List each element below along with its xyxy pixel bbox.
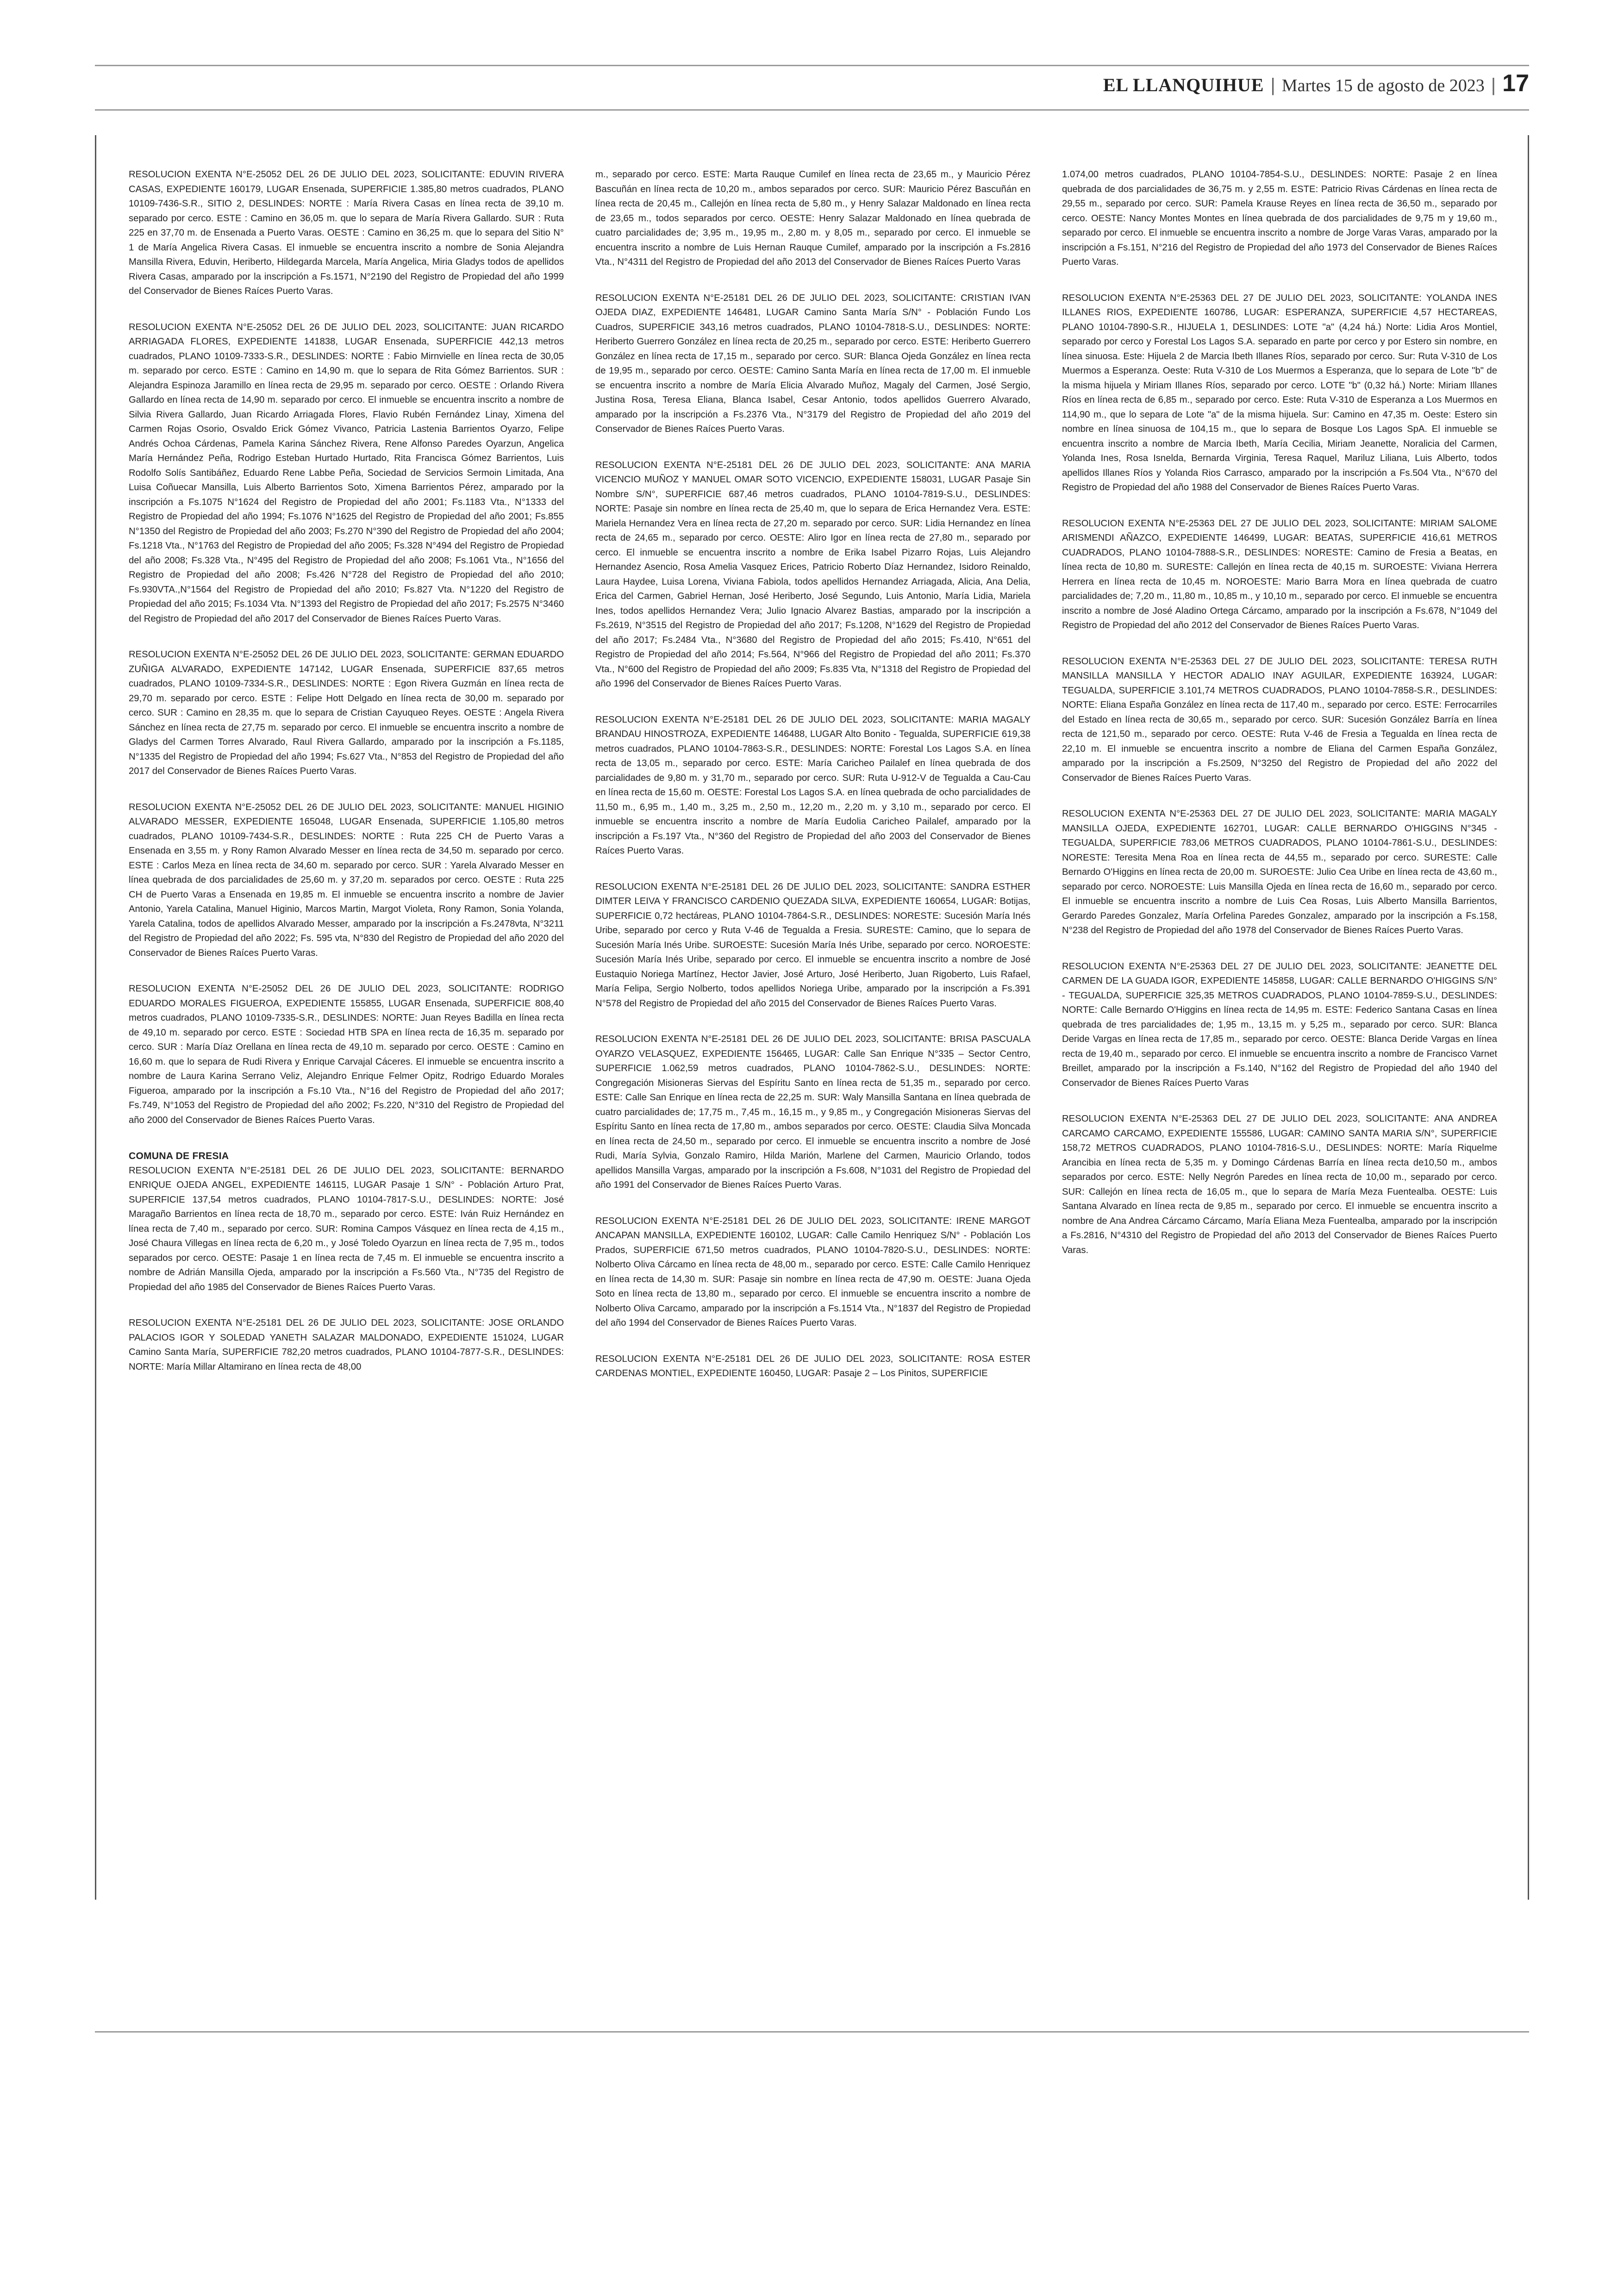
notice-column-1 [129, 168, 564, 1895]
notice-column-3 [1062, 168, 1497, 1895]
legal-notice: RESOLUCION EXENTA N°E-25363 DEL 27 DE JULIO DEL 2023, SOLICITANTE: JEANETTE DEL CARMEN DE LA GUADA IGOR, EXPEDIENTE 145858, LUGAR: CALLE BERNARDO O'HIGGINS S/N° - TEGUALDA, SUPERFICIE 325,35 METROS CUADRADOS, PLANO 10104-7859-S.U., DESLINDES: NORTE: Calle Bernardo O'Higgins en línea recta de 14,95 m. ESTE: Federico Santana Casas en línea quebrada de tres parcialidades de; 1,95 m., 13,15 m. y 5,25 m., separado por cerco. SUR: Blanca Deride Vargas en línea recta de 17,85 m., separado por cerco. OESTE: Blanca Deride Vargas en línea recta de 19,40 m., separado por cerco. El inmueble se encuentra inscrito a nombre de Francisco Varnet Breillet, amparado por la inscripción a Fs.140, N°162 del Registro de Propiedad del año 1940 del Conservador de Bienes Raíces Puerto Varas [1062, 961, 1497, 1088]
header-rule-bottom [95, 109, 1529, 111]
legal-notice: RESOLUCION EXENTA N°E-25181 DEL 26 DE JULIO DEL 2023, SOLICITANTE: MARIA MAGALY BRANDAU HINOSTROZA, EXPEDIENTE 146488, LUGAR Alto Bonito - Tegualda, SUPERFICIE 619,38 metros cuadrados, PLANO 10104-7863-S.R., DESLINDES: NORTE: Forestal Los Lagos S.A. en línea recta de 13,05 m., separado por cerco. ESTE: María Caricheo Pailalef en línea quebrada de dos parcialidades de 9,80 m. y 31,70 m., separado por cerco. SUR: Ruta U-912-V de Tegualda a Cau-Cau en línea recta de 15,60 m. OESTE: Forestal Los Lagos S.A. en línea quebrada de ocho parcialidades de 11,50 m., 6,95 m., 1,40 m., 3,25 m., 2,50 m., 12,20 m., 2,20 m. y 3,10 m., separado por cerco. El inmueble se encuentra inscrito a nombre de María Eudolia Caricheo Pailalef, amparado por la inscripción a Fs.197 Vta., N°360 del Registro de Propiedad del año 2003 del Conservador de Bienes Raíces Puerto Varas. [595, 714, 1031, 856]
legal-notice: RESOLUCION EXENTA N°E-25052 DEL 26 DE JULIO DEL 2023, SOLICITANTE: MANUEL HIGINIO ALVARADO MESSER, EXPEDIENTE 165048, LUGAR Ensenada, SUPERFICIE 1.105,80 metros cuadrados, PLANO 10109-7434-S.R., DESLINDES: NORTE : Ruta 225 CH de Puerto Varas a Ensenada en 3,55 m. y Rony Ramon Alvarado Messer en línea recta de 34,50 m. separado por cerco. ESTE : Carlos Meza en línea recta de 34,60 m. separado por cerco. SUR : Yarela Alvarado Messer en línea quebrada de dos parcialidades de 25,60 m. y 37,20 m. separados por cerco. OESTE : Ruta 225 CH de Puerto Varas a Ensenada en 19,85 m. El inmueble se encuentra inscrito a nombre de Javier Antonio, Yarela Catalina, Manuel Higinio, Marcos Martin, Margot Violeta, Rony Ramon, Sonia Yolanda, Yarela Catalina, todos de apellidos Alvarado Messer, amparado por la inscripción a Fs.2478vta, N°3211 del Registro de Propiedad del año 2022; Fs. 595 vta, N°830 del Registro de Propiedad del año 2020 del Conservador de Bienes Raíces Puerto Varas. [129, 802, 564, 958]
legal-notice: RESOLUCION EXENTA N°E-25181 DEL 26 DE JULIO DEL 2023, SOLICITANTE: BRISA PASCUALA OYARZO VELASQUEZ, EXPEDIENTE 156465, LUGAR: Calle San Enrique N°335 – Sector Centro, SUPERFICIE 1.062,59 metros cuadrados, PLANO 10104-7862-S.U., DESLINDES: NORTE: Congregación Misioneras Siervas del Espíritu Santo en línea recta de 51,35 m., separado por cerco. ESTE: Calle San Enrique en línea recta de 22,25 m. SUR: Waly Mansilla Santana en línea quebrada de cuatro parcialidades de; 17,75 m., 7,45 m., 16,15 m., y 9,85 m., y Congregación Misioneras Siervas del Espíritu Santo en línea recta de 17,80 m., ambos separados por cerco. OESTE: Claudia Silva Moncada en línea recta de 24,50 m., separado por cerco. El inmueble se encuentra inscrito a nombre de José Rudi, María Sylvia, Gonzalo Ramiro, Hilda Marión, Marlene del Carmen, Mauricio Orlando, todos apellidos Mansilla Vargas, amparado por la inscripción a Fs.608, N°1031 del Registro de Propiedad del año 1991 del Conservador de Bienes Raíces Puerto Varas. [595, 1034, 1031, 1190]
legal-notice: m., separado por cerco. ESTE: Marta Rauque Cumilef en línea recta de 23,65 m., y Mauricio Pérez Bascuñán en línea recta de 10,20 m., ambos separados por cerco. SUR: Mauricio Pérez Bascuñán en línea recta de 20,45 m., Callejón en línea recta de 5,80 m., y Henry Salazar Maldonado en línea recta de 23,65 m., todos separados por cerco. OESTE: Henry Salazar Maldonado en línea quebrada de cuatro parcialidades de; 3,95 m., 19,95 m., 2,80 m. y 8,05 m., separado por cerco. El inmueble se encuentra inscrito a nombre de Luis Hernan Rauque Cumilef, amparado por la inscripción a Fs.2816 Vta., N°4311 del Registro de Propiedad del año 2013 del Conservador de Bienes Raíces Puerto Varas [595, 169, 1031, 267]
masthead-separator: | [1270, 75, 1275, 95]
legal-notice: RESOLUCION EXENTA N°E-25181 DEL 26 DE JULIO DEL 2023, SOLICITANTE: IRENE MARGOT ANCAPAN MANSILLA, EXPEDIENTE 160102, LUGAR: Calle Camilo Henriquez S/N° - Población Los Prados, SUPERFICIE 671,50 metros cuadrados, PLANO 10104-7820-S.U., DESLINDES: NORTE: Nolberto Oliva Cárcamo en línea recta de 48,00 m., separado por cerco. ESTE: Calle Camilo Henriquez en línea recta de 14,30 m. SUR: Pasaje sin nombre en línea recta de 47,90 m. OESTE: Juana Ojeda Soto en línea recta de 13,80 m., separado por cerco. El inmueble se encuentra inscrito a nombre de Nolberto Oliva Carcamo, amparado por la inscripción a Fs.1514 Vta., N°1837 del Registro de Propiedad del año 1994 del Conservador de Bienes Raíces Puerto Varas. [595, 1216, 1031, 1328]
legal-notice: RESOLUCION EXENTA N°E-25181 DEL 26 DE JULIO DEL 2023, SOLICITANTE: ROSA ESTER CARDENAS MONTIEL, EXPEDIENTE 160450, LUGAR: Pasaje 2 – Los Pinitos, SUPERFICIE [595, 1353, 1031, 1378]
notice-column-2 [595, 168, 1031, 1895]
legal-notice: RESOLUCION EXENTA N°E-25181 DEL 26 DE JULIO DEL 2023, SOLICITANTE: SANDRA ESTHER DIMTER LEIVA Y FRANCISCO CARDENIO QUEZADA SILVA, EXPEDIENTE 160654, LUGAR: Botijas, SUPERFICIE 0,72 hectáreas, PLANO 10104-7864-S.R., DESLINDES: NORESTE: Sucesión María Inés Uribe, separado por cerco y Ruta V-46 de Tegualda a Fresia. SURESTE: Camino, que lo separa de Sucesión María Inés Uribe. SUROESTE: Sucesión María Inés Uribe, separado por cerco. NOROESTE: Sucesión María Inés Uribe, separado por cerco. El inmueble se encuentra inscrito a nombre de José Eustaquio Noriega Martínez, Hector Javier, José Arturo, José Heriberto, Juan Rigoberto, Luis Rafael, María Felipa, Sergio Nolberto, todos apellidos Noriega Uribe, amparado por la inscripción a Fs.391 N°578 del Registro de Propiedad del año 2015 del Conservador de Bienes Raíces Puerto Varas. [595, 881, 1031, 1009]
legal-notices-panel [95, 135, 1529, 1900]
masthead-separator-2: | [1491, 75, 1496, 95]
newspaper-name: EL LLANQUIHUE [1103, 75, 1264, 95]
masthead [1103, 69, 1529, 97]
legal-notice: 1.074,00 metros cuadrados, PLANO 10104-7854-S.U., DESLINDES: NORTE: Pasaje 2 en línea quebrada de dos parcialidades de 36,75 m. y 2,55 m. ESTE: Patricio Rivas Cárdenas en línea recta de 29,55 m., separado por cerco. SUR: Pamela Krause Reyes en línea recta de 36,50 m., separado por cerco. OESTE: Nancy Montes Montes en línea quebrada de dos parcialidades de 9,75 m y 19,60 m., separado por cerco. El inmueble se encuentra inscrito a nombre de Jorge Varas Varas, amparado por la inscripción a Fs.151, N°216 del Registro de Propiedad del año 1973 del Conservador de Bienes Raíces Puerto Varas. [1062, 169, 1497, 267]
legal-notice: RESOLUCION EXENTA N°E-25181 DEL 26 DE JULIO DEL 2023, SOLICITANTE: CRISTIAN IVAN OJEDA DIAZ, EXPEDIENTE 146481, LUGAR Camino Santa María S/N° - Población Fundo Los Cuadros, SUPERFICIE 343,16 metros cuadrados, PLANO 10104-7818-S.U., DESLINDES: NORTE: Heriberto Guerrero González en línea recta de 20,25 m., separado por cerco. ESTE: Heriberto Guerrero González en línea recta de 17,15 m., separado por cerco. SUR: Blanca Ojeda González en línea recta de 19,95 m., separado por cerco. OESTE: Camino Santa María en línea recta de 17,00 m. El inmueble se encuentra inscrito a nombre de María Elicia Alvarado Muñoz, Magaly del Carmen, José Sergio, Justina Rosa, Teresa Eliana, Blanca Isabel, Cesar Antonio, todos apellidos Guerrero Alvarado, amparado por la inscripción a Fs.2376 Vta., N°3179 del Registro de Propiedad del año 2019 del Conservador de Bienes Raíces Puerto Varas. [595, 293, 1031, 434]
legal-notice: RESOLUCION EXENTA N°E-25181 DEL 26 DE JULIO DEL 2023, SOLICITANTE: ANA MARIA VICENCIO MUÑOZ Y MANUEL OMAR SOTO VICENCIO, EXPEDIENTE 158031, LUGAR Pasaje Sin Nombre S/N°, SUPERFICIE 687,46 metros cuadrados, PLANO 10104-7819-S.U., DESLINDES: NORTE: Pasaje sin nombre en línea recta de 25,40 m, que lo separa de Erica Hernandez Vera. ESTE: Mariela Hernandez Vera en línea recta de 27,20 m. separado por cerco. SUR: Lidia Hernandez en línea recta de 24,65 m., separado por cerco. OESTE: Aliro Igor en línea recta de 27,80 m., separado por cerco. El inmueble se encuentra inscrito a nombre de Erika Isabel Pizarro Rojas, Luis Alejandro Hernandez Asencio, Rosa Amelia Vasquez Erices, Patricio Roberto Díaz Hernandez, Isidoro Reinaldo, Laura Haydee, Luisa Lorena, Viviana Fabiola, todos apellidos Hernandez Arriagada, Alicia, Ana Delia, Erica del Carmen, Gabriel Hernan, José Heriberto, José Segundo, Luis Antonio, María Lidia, Mariela Ines, todos apellidos Hernandez Vera; Julio Ignacio Alvarez Bastias, amparado por la inscripción a Fs.2619, N°3515 del Registro de Propiedad del año 2017; Fs.1208, N°1629 del Registro de Propiedad del año 2017; Fs.2484 Vta., N°3680 del Registro de Propiedad del año 2015; Fs.410, N°651 del Registro de Propiedad del año 2014; Fs.564, N°966 del Registro de Propiedad del año 2011; Fs.370 Vta., N°600 del Registro de Propiedad del año 2009; Fs.835 Vta, N°1318 del Registro de Propiedad del año 1996 del Conservador de Bienes Raíces Puerto Varas. [595, 460, 1031, 689]
page-number: 17 [1502, 70, 1529, 97]
legal-notice: RESOLUCION EXENTA N°E-25363 DEL 27 DE JULIO DEL 2023, SOLICITANTE: YOLANDA INES ILLANES RIOS, EXPEDIENTE 160786, LUGAR: ESPERANZA, SUPERFICIE 4,57 HECTAREAS, PLANO 10104-7890-S.R., HIJUELA 1, DESLINDES: LOTE "a" (4,24 há.) Norte: Lidia Aros Montiel, separado por cerco y Forestal Los Lagos S.A. separado en parte por cerco y por Estero sin nombre, en línea sinuosa. Este: Hijuela 2 de Marcia Ibeth Illanes Ríos, separado por cerco. Sur: Ruta V-310 de Los Muermos a Esperanza. Oeste: Ruta V-310 de Los Muermos a Esperanza, que lo separa de Lote "b" de la misma hijuela y Miriam Illanes Ríos, separado por cerco. LOTE "b" (0,32 há.) Norte: Miriam Illanes Ríos en línea recta de 6,85 m., separado por cerco. Este: Ruta V-310 de Esperanza a Los Muermos en 114,90 m., que lo separa de Lote "a" de la misma hijuela. Sur: Camino en 47,35 m. Oeste: Estero sin nombre en línea sinuosa de 104,15 m., que lo separa de Bosque Los Lagos SpA. El inmueble se encuentra inscrito a nombre de Marcia Ibeth, María Cecilia, Miriam Jeanette, Noralicia del Carmen, Yolanda Ines, Rosa Isnelda, Bernarda Virginia, Teresa Raquel, Mariluz Liliana, Luis Alberto, todos apellidos Illanes Ríos y Yolanda Rios Carrasco, amparado por la inscripción a Fs.504 Vta., N°670 del Registro de Propiedad del año 1988 del Conservador de Bienes Raíces Puerto Varas. [1062, 293, 1497, 493]
legal-notice: RESOLUCION EXENTA N°E-25052 DEL 26 DE JULIO DEL 2023, SOLICITANTE: EDUVIN RIVERA CASAS, EXPEDIENTE 160179, LUGAR Ensenada, SUPERFICIE 1.385,80 metros cuadrados, PLANO 10109-7436-S.R., SITIO 2, DESLINDES: NORTE : María Rivera Casas en línea recta de 39,10 m. separado por cerco. ESTE : Camino en 36,05 m. que lo separa de María Rivera Gallardo. SUR : Ruta 225 en 37,70 m. de Ensenada a Puerto Varas. OESTE : Camino en 36,25 m. que lo separa del Sitio N° 1 de María Angelica Rivera Casas. El inmueble se encuentra inscrito a nombre de Sonia Alejandra Mansilla Rivera, Eduvin, Heriberto, Hildegarda Marcela, María Angelica, Miria Gladys todos de apellidos Rivera Casas, amparado por la inscripción a Fs.1571, N°2190 del Registro de Propiedad del año 1999 del Conservador de Bienes Raíces Puerto Varas. [129, 169, 564, 296]
legal-notice: RESOLUCION EXENTA N°E-25052 DEL 26 DE JULIO DEL 2023, SOLICITANTE: RODRIGO EDUARDO MORALES FIGUEROA, EXPEDIENTE 155855, LUGAR Ensenada, SUPERFICIE 808,40 metros cuadrados, PLANO 10109-7335-S.R., DESLINDES: NORTE: Juan Reyes Badilla en línea recta de 49,10 m. separado por cerco. ESTE : Sociedad HTB SPA en línea recta de 16,35 m. separado por cerco. SUR : María Díaz Orellana en línea recta de 49,10 m. separado por cerco. OESTE : Camino en 16,60 m. que lo separa de Rudi Rivera y Enrique Carvajal Cáceres. El inmueble se encuentra inscrito a nombre de Laura Karina Serrano Veliz, Alejandro Enrique Felmer Opitz, Rodrigo Eduardo Morales Figueroa, amparado por la inscripción a Fs.10 Vta., N°16 del Registro de Propiedad del año 2017; Fs.749, N°1053 del Registro de Propiedad del año 2002; Fs.220, N°310 del Registro de Propiedad del año 2000 del Conservador de Bienes Raíces Puerto Varas. [129, 984, 564, 1125]
legal-notice: RESOLUCION EXENTA N°E-25181 DEL 26 DE JULIO DEL 2023, SOLICITANTE: JOSE ORLANDO PALACIOS IGOR Y SOLEDAD YANETH SALAZAR MALDONADO, EXPEDIENTE 151024, LUGAR Camino Santa María, SUPERFICIE 782,20 metros cuadrados, PLANO 10104-7877-S.R., DESLINDES: NORTE: María Millar Altamirano en línea recta de 48,00 [129, 1318, 564, 1372]
issue-date: Martes 15 de agosto de 2023 [1281, 76, 1485, 95]
footer-rule [95, 2031, 1529, 2033]
legal-notice: RESOLUCION EXENTA N°E-25052 DEL 26 DE JULIO DEL 2023, SOLICITANTE: GERMAN EDUARDO ZUÑIGA ALVARADO, EXPEDIENTE 147142, LUGAR Ensenada, SUPERFICIE 837,65 metros cuadrados, PLANO 10109-7334-S.R., DESLINDES: NORTE : Egon Rivera Guzmán en línea recta de 29,70 m. separado por cerco. ESTE : Felipe Hott Delgado en línea recta de 30,00 m. separado por cerco. SUR : Camino en 28,35 m. que lo separa de Cristian Cayuqueo Reyes. OESTE : Angela Rivera Sánchez en línea recta de 27,75 m. separado por cerco. El inmueble se encuentra inscrito a nombre de Gladys del Carmen Torres Alvarado, Raul Rivera Gallardo, amparado por la inscripción a Fs.1185, N°1335 del Registro de Propiedad del año 1994; Fs.627 Vta., N°853 del Registro de Propiedad del año 2017 del Conservador de Bienes Raíces Puerto Varas. [129, 649, 564, 776]
legal-notice: RESOLUCION EXENTA N°E-25363 DEL 27 DE JULIO DEL 2023, SOLICITANTE: ANA ANDREA CARCAMO CARCAMO, EXPEDIENTE 155586, LUGAR: CAMINO SANTA MARIA S/N°, SUPERFICIE 158,72 METROS CUADRADOS, PLANO 10104-7816-S.U., DESLINDES: NORTE: María Riquelme Arancibia en línea recta de 5,35 m. y Domingo Cárdenas Barría en línea recta de10,50 m., ambos separados por cerco. ESTE: Nelly Negrón Paredes en línea recta de 10,00 m., separado por cerco. SUR: Callejón en línea recta de 16,05 m., que lo separa de María Meza Fuentealba. OESTE: Luis Santana Alvarado en línea recta de 9,85 m., separado por cerco. El inmueble se encuentra inscrito a nombre de Ana Andrea Cárcamo Cárcamo, María Eliana Meza Fuentealba, amparado por la inscripción a Fs.2816, N°4310 del Registro de Propiedad del año 2013 del Conservador de Bienes Raíces Puerto Varas. [1062, 1114, 1497, 1255]
legal-notice: RESOLUCION EXENTA N°E-25363 DEL 27 DE JULIO DEL 2023, SOLICITANTE: MIRIAM SALOME ARISMENDI AÑAZCO, EXPEDIENTE 146499, LUGAR: BEATAS, SUPERFICIE 416,61 METROS CUADRADOS, PLANO 10104-7888-S.R., DESLINDES: NORESTE: Camino de Fresia a Beatas, en línea recta de 10,80 m. SURESTE: Callejón en línea recta de 40,15 m. SUROESTE: Viviana Herrera Herrera en línea recta de 10,45 m. NOROESTE: Mario Barra Mora en línea quebrada de cuatro parcialidades de; 7,20 m., 11,80 m., 10,85 m., y 10,10 m., separado por cerco. El inmueble se encuentra inscrito a nombre de José Aladino Ortega Cárcamo, amparado por la inscripción a Fs.678, N°1049 del Registro de Propiedad del año 2012 del Conservador de Bienes Raíces Puerto Varas. [1062, 518, 1497, 630]
legal-notice: RESOLUCION EXENTA N°E-25363 DEL 27 DE JULIO DEL 2023, SOLICITANTE: TERESA RUTH MANSILLA MANSILLA Y HECTOR ADALIO INAY AGUILAR, EXPEDIENTE 163924, LUGAR: TEGUALDA, SUPERFICIE 3.101,74 METROS CUADRADOS, PLANO 10104-7858-S.R., DESLINDES: NORTE: Eliana España González en línea recta de 117,40 m., separado por cerco. ESTE: Ferrocarriles del Estado en línea recta de 30,65 m., separado por cerco. SUR: Sucesión González Barría en línea recta de 121,50 m., separado por cerco. OESTE: Ruta V-46 de Fresia a Tegualda en línea recta de 22,10 m. El inmueble se encuentra inscrito a nombre de Eliana del Carmen España González, amparado por la inscripción a Fs.2509, N°3250 del Registro de Propiedad del año 2022 del Conservador de Bienes Raíces Puerto Varas. [1062, 656, 1497, 783]
header-rule-top [95, 65, 1529, 66]
legal-notice: RESOLUCION EXENTA N°E-25363 DEL 27 DE JULIO DEL 2023, SOLICITANTE: MARIA MAGALY MANSILLA OJEDA, EXPEDIENTE 162701, LUGAR: CALLE BERNARDO O'HIGGINS N°345 - TEGUALDA, SUPERFICIE 783,06 METROS CUADRADOS, PLANO 10104-7861-S.U., DESLINDES: NORESTE: Teresita Mena Roa en línea recta de 44,55 m., separado por cerco. SURESTE: Calle Bernardo O'Higgins en línea recta de 20,00 m. SUROESTE: Julio Cea Uribe en línea recta de 43,60 m., separado por cerco. NOROESTE: Luis Mansilla Ojeda en línea recta de 16,60 m., separado por cerco. El inmueble se encuentra inscrito a nombre de Luis Cea Rosas, Luis Alberto Mansilla Barrientos, Gerardo Paredes Gonzalez, María Orfelina Paredes Gonzalez, amparado por la inscripción a Fs.158, N°238 del Registro de Propiedad del año 1978 del Conservador de Bienes Raíces Puerto Varas. [1062, 809, 1497, 935]
section-heading: COMUNA DE FRESIA [129, 1151, 229, 1161]
legal-notice: RESOLUCION EXENTA N°E-25052 DEL 26 DE JULIO DEL 2023, SOLICITANTE: JUAN RICARDO ARRIAGADA FLORES, EXPEDIENTE 141838, LUGAR Ensenada, SUPERFICIE 442,13 metros cuadrados, PLANO 10109-7333-S.R., DESLINDES: NORTE : Fabio Mirnvielle en línea recta de 30,05 m. separado por cerco. ESTE : Camino en 14,90 m. que lo separa de Rita Gómez Barrientos. SUR : Alejandra Espinoza Jaramillo en línea recta de 29,95 m. separado por cerco. OESTE : Orlando Rivera Gallardo en línea recta de 14,90 m. separado por cerco. El inmueble se encuentra inscrito a nombre de Silvia Rivera Gallardo, Juan Ricardo Arriagada Flores, Flavio Rubén Fernández Linay, Ximena del Carmen Rojas Osorio, Osvaldo Erick Gómez Vivanco, Patricia Lastenia Barrientos Oyarzo, Felipe Andrés Ochoa Cárdenas, Pamela Karina Sánchez Rivera, Rene Alfonso Paredes Oyarzun, Angelica María Hernández Peña, Rodrigo Esteban Hurtado Hurtado, Rita Francisca Gómez Barrientos, Luis Rodolfo Solís Santibáñez, Eduardo Rene Labbe Peña, Sociedad de Servicios Sermoin Limitada, Ana Luisa Coñuecar Mansilla, Luis Alberto Barrientos Soto, Ximena Barrientos Pérez, amparado por la inscripción a Fs.1075 N°1624 del Registro de Propiedad del año 2001; Fs.1183 Vta., N°1333 del Registro de Propiedad del año 1994; Fs.1076 N°1625 del Registro de Propiedad del año 2001; Fs.855 N°1350 del Registro de Propiedad del año 2003; Fs.270 N°390 del Registro de Propiedad del año 2004; Fs.1218 Vta., N°1763 del Registro de Propiedad del año 2005; Fs.328 N°494 del Registro de Propiedad del año 2008; Fs.328 Vta., N°495 del Registro de Propiedad del año 2008; Fs.1061 Vta., N°1656 del Registro de Propiedad del año 2008; Fs.426 N°728 del Registro de Propiedad del año 2010; Fs.930VTA.,N°1564 del Registro de Propiedad del año 2010; Fs.827 Vta. N°1220 del Registro de Propiedad del año 2015; Fs.1034 Vta. N°1393 del Registro de Propiedad del año 2017; Fs.2575 N°3460 del Registro de Propiedad del año 2017 del Conservador de Bienes Raíces Puerto Varas. [129, 322, 564, 624]
legal-notice: RESOLUCION EXENTA N°E-25181 DEL 26 DE JULIO DEL 2023, SOLICITANTE: BERNARDO ENRIQUE OJEDA ANGEL, EXPEDIENTE 146115, LUGAR Pasaje 1 S/N° - Población Arturo Prat, SUPERFICIE 137,54 metros cuadrados, PLANO 10104-7817-S.U., DESLINDES: NORTE: José Maragaño Barrientos en línea recta de 18,70 m., separado por cerco. ESTE: Iván Ruiz Hernández en línea recta de 7,40 m., separado por cerco. SUR: Romina Campos Vásquez en línea recta de 4,15 m., José Chaura Villegas en línea recta de 6,20 m., y José Toledo Oyarzun en línea recta de 7,95 m., todos separados por cerco. OESTE: Pasaje 1 en línea recta de 7,45 m. El inmueble se encuentra inscrito a nombre de Adrián Mansilla Ojeda, amparado por la inscripción a Fs.560 Vta., N°735 del Registro de Propiedad del año 1985 del Conservador de Bienes Raíces Puerto Varas. [129, 1165, 564, 1292]
